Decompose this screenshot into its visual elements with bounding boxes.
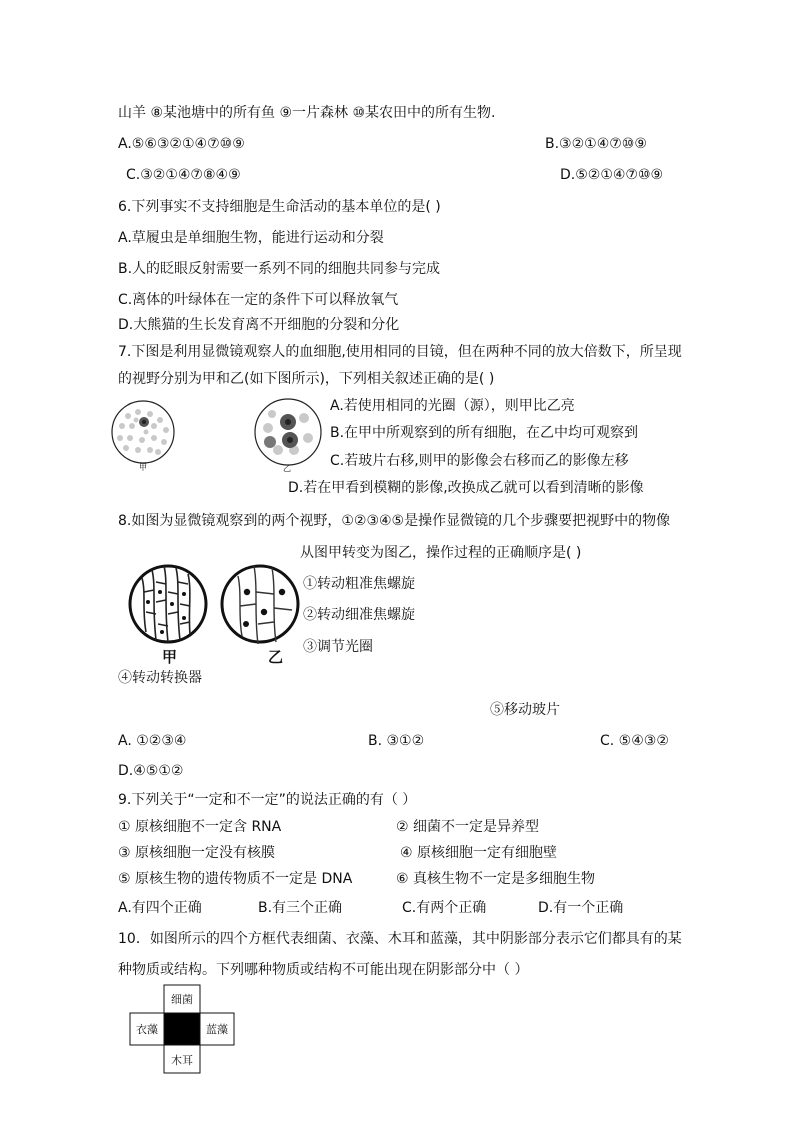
q7-stem-line2: 的视野分别为甲和乙(如下图所示)，下列相关叙述正确的是( ) <box>118 371 495 387</box>
q6-option-b: B.人的眨眼反射需要一系列不同的细胞共同参与完成 <box>118 261 441 277</box>
q8-step-1: ①转动粗准焦螺旋 <box>303 576 415 592</box>
q7-option-b: B.在甲中所观察到的所有细胞，在乙中均可观察到 <box>330 425 639 441</box>
q7-stem-line1: 7.下图是利用显微镜观察人的血细胞,使用相同的目镜，但在两种不同的放大倍数下，所呈现 <box>118 344 682 360</box>
q5-option-a: A.⑤⑥③②①④⑦⑩⑨ <box>118 136 245 152</box>
q9-item-1: ① 原核细胞不一定含 RNA <box>118 819 282 835</box>
q8-option-a: A. ①②③④ <box>118 733 187 749</box>
q8-option-b: B. ③①② <box>368 733 425 749</box>
q9-item-5: ⑤ 原核生物的遗传物质不一定是 DNA <box>118 871 353 887</box>
q9-item-2: ② 细菌不一定是异养型 <box>396 819 540 835</box>
q7-option-a: A.若使用相同的光圈（源），则甲比乙亮 <box>330 398 575 414</box>
q9-option-c: C.有两个正确 <box>402 900 487 916</box>
q8-field-yi-image <box>220 562 302 648</box>
q7-option-d: D.若在甲看到模糊的影像,改换成乙就可以看到清晰的影像 <box>288 480 644 496</box>
q8-label-jia: 甲 <box>162 648 178 666</box>
q5-option-b: B.③②①④⑦⑩⑨ <box>545 136 647 152</box>
q6-stem: 6.下列事实不支持细胞是生命活动的基本单位的是( ) <box>118 199 441 215</box>
q9-item-4: ④ 原核细胞一定有细胞壁 <box>400 845 558 861</box>
shaded-center <box>164 1013 200 1045</box>
q8-option-c: C. ⑤④③② <box>600 733 669 749</box>
q5-option-c: C.③②①④⑦⑧④⑨ <box>126 167 241 183</box>
q8-field-jia-image <box>128 562 210 648</box>
q9-option-b: B.有三个正确 <box>258 900 343 916</box>
q5-line: 山羊 ⑧某池塘中的所有鱼 ⑨一片森林 ⑩某农田中的所有生物. <box>118 105 496 121</box>
q9-item-3: ③ 原核细胞一定没有核膜 <box>118 845 276 861</box>
q10-box-right-label: 蓝藻 <box>206 1023 228 1036</box>
q10-stem-line2: 种物质或结构。下列哪种物质或结构不可能出现在阴影部分中（ ） <box>118 962 529 978</box>
q9-stem: 9.下列关于“一定和不一定”的说法正确的有（ ） <box>118 792 417 808</box>
q10-box-left-label: 衣藻 <box>136 1023 158 1036</box>
q10-box-top-label: 细菌 <box>171 993 193 1006</box>
q8-step-4: ④转动转换器 <box>118 670 202 686</box>
q8-step-5: ⑤移动玻片 <box>490 702 560 718</box>
q8-label-yi: 乙 <box>268 648 284 666</box>
q9-item-6: ⑥ 真核生物不一定是多细胞生物 <box>396 871 596 887</box>
q6-option-a: A.草履虫是单细胞生物，能进行运动和分裂 <box>118 230 384 246</box>
q8-stem-line1: 8.如图为显微镜观察到的两个视野，①②③④⑤是操作显微镜的几个步骤要把视野中的物像 <box>118 513 671 529</box>
q8-step-3: ③调节光圈 <box>303 639 373 655</box>
q9-option-a: A.有四个正确 <box>118 900 202 916</box>
q7-option-c: C.若玻片右移,则甲的影像会右移而乙的影像左移 <box>330 453 629 469</box>
q7-label-jia: 甲 <box>139 463 147 472</box>
q10-box-bottom-label: 木耳 <box>171 1054 193 1067</box>
q8-stem-line2: 从图甲转变为图乙，操作过程的正确顺序是( ) <box>300 545 582 561</box>
q7-field-yi-image <box>250 398 326 468</box>
q8-option-d: D.④⑤①② <box>118 763 184 779</box>
q7-field-jia-image <box>108 398 180 466</box>
q6-option-c: C.离体的叶绿体在一定的条件下可以释放氧气 <box>118 292 399 308</box>
q5-option-d: D.⑤②①④⑦⑩⑨ <box>560 167 664 183</box>
q9-option-d: D.有一个正确 <box>538 900 624 916</box>
q7-label-yi: 乙 <box>283 464 291 473</box>
q8-step-2: ②转动细准焦螺旋 <box>303 607 415 623</box>
q10-stem-line1: 10．如图所示的四个方框代表细菌、衣藻、木耳和蓝藻，其中阴影部分表示它们都具有的某 <box>118 931 682 947</box>
q6-option-d: D.大熊猫的生长发育离不开细胞的分裂和分化 <box>118 317 400 333</box>
